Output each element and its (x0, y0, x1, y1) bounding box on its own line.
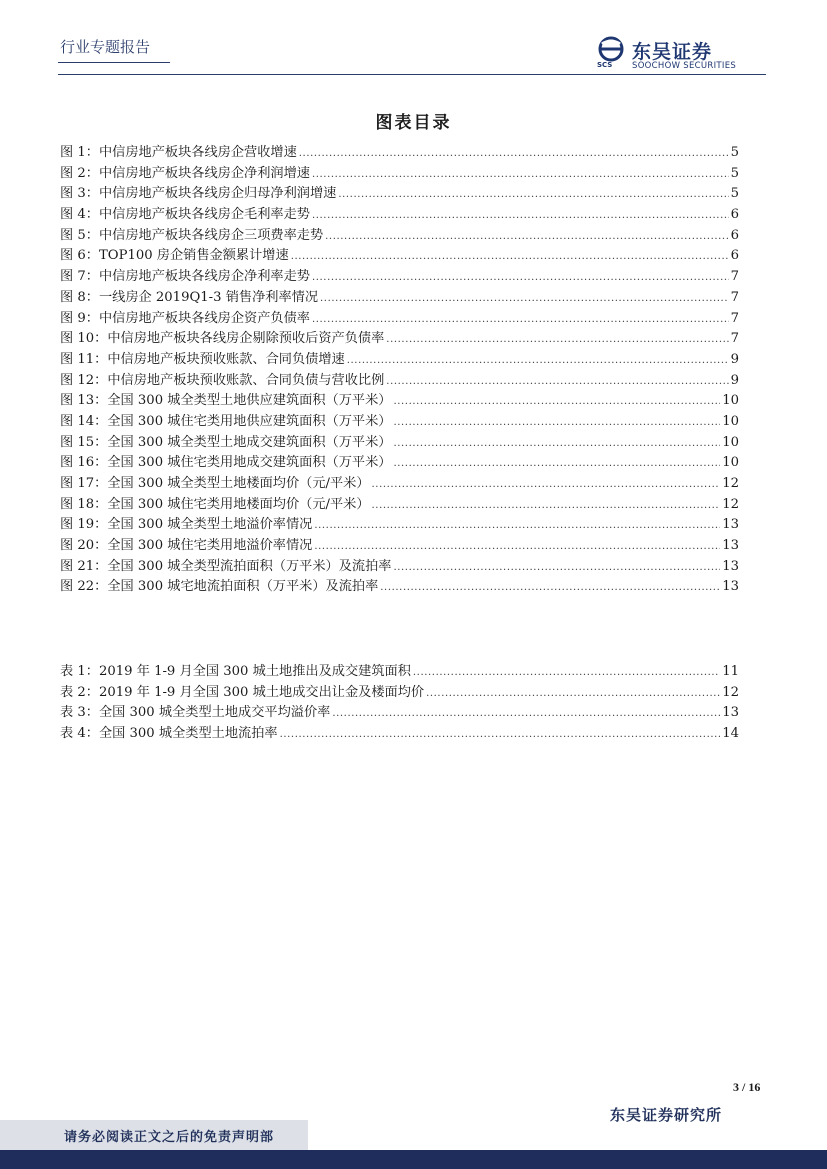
toc-entry[interactable] (60, 391, 739, 412)
toc-entry-label: 图 2：中信房地产板块各线房企净利润增速 (60, 165, 310, 181)
toc-entry[interactable] (60, 703, 739, 724)
toc-dot-leader (320, 289, 729, 310)
toc-entry[interactable] (60, 474, 739, 495)
toc-entry-page: 9 (730, 372, 739, 388)
header-label: 行业专题报告 (60, 38, 151, 56)
toc-dot-leader (314, 516, 720, 537)
toc-entry[interactable] (60, 184, 739, 205)
toc-entry-page: 13 (722, 558, 739, 574)
toc-entry-label: 表 3：全国 300 城全类型土地成交平均溢价率 (60, 705, 331, 721)
toc-entry-page: 14 (722, 726, 739, 742)
toc-entry-label: 图 21：全国 300 城全类型流拍面积（万平米）及流拍率 (60, 558, 392, 574)
toc-entry[interactable] (60, 350, 739, 371)
header-rule (58, 62, 170, 63)
toc-dot-leader (338, 185, 728, 206)
toc-entry[interactable] (60, 143, 739, 164)
toc-entry-page: 13 (722, 579, 739, 595)
toc-entry-page: 11 (722, 664, 739, 679)
toc-entry-page: 12 (722, 476, 739, 491)
toc-entry-page: 5 (730, 186, 739, 202)
page-number: 3 / 16 (733, 1080, 761, 1094)
toc-entry-label: 图 5：中信房地产板块各线房企三项费率走势 (60, 227, 324, 243)
toc-entry-label: 图 7：中信房地产板块各线房企净利率走势 (60, 269, 310, 285)
logo-abbr: SCS (597, 61, 613, 69)
company-logo (596, 36, 766, 72)
toc-dot-leader (386, 330, 728, 351)
toc-dot-leader (347, 351, 729, 372)
toc-dot-leader (325, 227, 728, 248)
toc-dot-leader (332, 704, 720, 725)
toc-entry-label: 表 2：2019 年 1-9 月全国 300 城土地成交出让金及楼面均价 (60, 684, 425, 700)
toc-entry-page: 12 (722, 684, 739, 700)
toc-entry-label: 图 9：中信房地产板块各线房企资产负债率 (60, 310, 310, 326)
toc-dot-leader (372, 496, 721, 517)
toc-entry[interactable] (60, 288, 739, 309)
toc-entry-label: 图 10：中信房地产板块各线房企剔除预收后资产负债率 (60, 331, 385, 347)
toc-entry-page: 5 (730, 145, 739, 160)
logo-name-en: SOOCHOW SECURITIES (632, 61, 737, 71)
toc-entry-label: 图 18：全国 300 城住宅类用地楼面均价（元/平米） (60, 496, 370, 512)
toc-entry-page: 9 (730, 351, 739, 367)
footer-bar (0, 1150, 827, 1169)
toc-dot-leader (393, 454, 720, 475)
toc-entry-page: 6 (730, 248, 739, 264)
toc-entry[interactable] (60, 433, 739, 454)
toc-entry-page: 6 (730, 227, 739, 243)
toc-entry-page: 5 (730, 165, 739, 181)
toc-dot-leader (393, 413, 720, 434)
toc-entry-page: 7 (730, 269, 739, 285)
toc-entry-label: 图 16：全国 300 城住宅类用地成交建筑面积（万平米） (60, 455, 392, 471)
toc-entry[interactable] (60, 536, 739, 557)
footer-institute: 东吴证券研究所 (610, 1106, 723, 1124)
toc-entry-label: 图 11：中信房地产板块预收账款、合同负债增速 (60, 351, 345, 367)
toc-entry[interactable] (60, 662, 739, 683)
toc-entry-page: 12 (722, 496, 739, 512)
toc-entry-page: 10 (722, 413, 739, 429)
toc-entry[interactable] (60, 226, 739, 247)
toc-entry-label: 表 1：2019 年 1-9 月全国 300 城土地推出及成交建筑面积 (60, 664, 411, 679)
toc-entry-page: 7 (730, 331, 739, 347)
toc-entry-page: 13 (722, 538, 739, 554)
toc-entry-label: 图 4：中信房地产板块各线房企毛利率走势 (60, 207, 310, 223)
toc-entry-label: 图 12：中信房地产板块预收账款、合同负债与营收比例 (60, 372, 385, 388)
toc-dot-leader (312, 268, 729, 289)
toc-entry-label: 图 17：全国 300 城全类型土地楼面均价（元/平米） (60, 476, 370, 491)
toc-entry[interactable] (60, 246, 739, 267)
toc-entry-label: 图 14：全国 300 城住宅类用地供应建筑面积（万平米） (60, 413, 392, 429)
header-divider (58, 74, 766, 75)
toc-entry[interactable] (60, 495, 739, 516)
toc-entry[interactable] (60, 164, 739, 185)
toc-entry[interactable] (60, 329, 739, 350)
toc-entry-label: 表 4：全国 300 城全类型土地流拍率 (60, 726, 278, 742)
toc-title: 图表目录 (375, 113, 452, 133)
toc-entry-page: 13 (722, 705, 739, 721)
toc-entry[interactable] (60, 683, 739, 704)
toc-dot-leader (291, 247, 729, 268)
toc-entry[interactable] (60, 577, 739, 598)
toc-dot-leader (312, 310, 729, 331)
toc-entry-page: 6 (730, 207, 739, 223)
toc-dot-leader (380, 578, 720, 599)
toc-entry-label: 图 3：中信房地产板块各线房企归母净利润增速 (60, 186, 337, 202)
toc-dot-leader (386, 372, 728, 393)
toc-entry-page: 13 (722, 517, 739, 533)
toc-dot-leader (426, 684, 720, 705)
toc-dot-leader (393, 558, 720, 579)
toc-dot-leader (413, 663, 720, 684)
toc-entry-page: 7 (730, 289, 739, 305)
toc-entry-label: 图 22：全国 300 城宅地流拍面积（万平米）及流拍率 (60, 579, 379, 595)
toc-entry-label: 图 1：中信房地产板块各线房企营收增速 (60, 145, 297, 160)
toc-dot-leader (280, 725, 721, 746)
toc-entry[interactable] (60, 267, 739, 288)
figure-list (60, 143, 739, 598)
toc-dot-leader (312, 206, 729, 227)
toc-entry-page: 10 (722, 393, 739, 409)
toc-entry-label: 图 15：全国 300 城全类型土地成交建筑面积（万平米） (60, 434, 392, 450)
toc-dot-leader (314, 537, 720, 558)
toc-entry-label: 图 20：全国 300 城住宅类用地溢价率情况 (60, 538, 313, 554)
toc-entry[interactable] (60, 724, 739, 745)
toc-entry[interactable] (60, 453, 739, 474)
table-list (60, 662, 739, 745)
toc-dot-leader (393, 392, 720, 413)
toc-entry-page: 10 (722, 434, 739, 450)
toc-dot-leader (299, 144, 729, 165)
logo-name-cn: 东吴证券 (632, 41, 713, 63)
toc-entry[interactable] (60, 371, 739, 392)
toc-dot-leader (312, 165, 729, 186)
toc-entry[interactable] (60, 557, 739, 578)
toc-dot-leader (393, 434, 720, 455)
toc-entry-page: 10 (722, 455, 739, 471)
toc-entry-label: 图 8：一线房企 2019Q1-3 销售净利率情况 (60, 289, 319, 305)
toc-entry[interactable] (60, 515, 739, 536)
toc-entry-label: 图 13：全国 300 城全类型土地供应建筑面积（万平米） (60, 393, 392, 409)
toc-entry[interactable] (60, 309, 739, 330)
toc-entry-page: 7 (730, 310, 739, 326)
toc-entry-label: 图 19：全国 300 城全类型土地溢价率情况 (60, 517, 313, 533)
footer-disclaimer: 请务必阅读正文之后的免责声明部 (64, 1130, 275, 1145)
toc-dot-leader (372, 475, 721, 496)
toc-entry[interactable] (60, 205, 739, 226)
toc-entry[interactable] (60, 412, 739, 433)
toc-entry-label: 图 6：TOP100 房企销售金额累计增速 (60, 248, 289, 264)
